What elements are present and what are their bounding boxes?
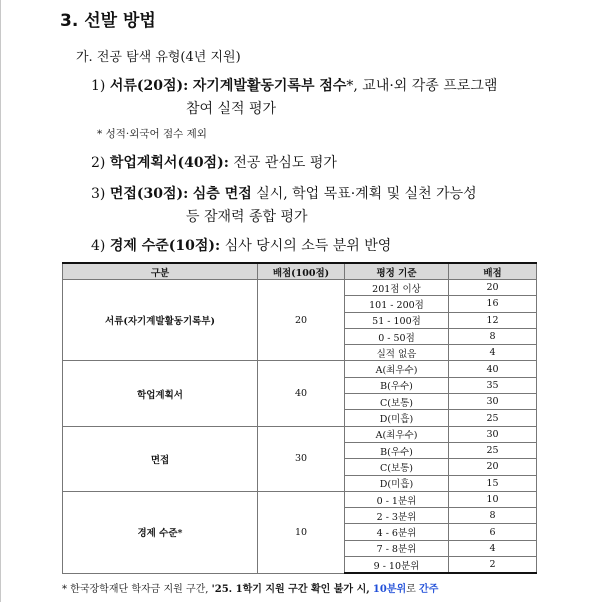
score-cell: 20 <box>449 280 537 296</box>
item-3-label: 면접(30점): <box>109 186 189 202</box>
table-row <box>63 426 537 442</box>
item-2-label: 학업계획서(40점): <box>109 155 229 171</box>
item-3-bold-text: 심층 면접 <box>192 186 252 202</box>
score-cell: 30 <box>449 394 537 410</box>
score-cell: 2 <box>449 557 537 574</box>
criteria-cell: D(미흡) <box>345 410 449 426</box>
criteria-cell: 0 - 1분위 <box>345 491 449 507</box>
score-cell: 25 <box>449 410 537 426</box>
item-2-text: 전공 관심도 평가 <box>233 155 337 171</box>
item-3-text: 실시, 학업 목표·계획 및 실천 가능성 <box>256 186 477 202</box>
header-points: 배점(100점) <box>258 263 345 280</box>
score-cell: 25 <box>449 442 537 458</box>
criteria-cell: 4 - 6분위 <box>345 524 449 540</box>
item-1-number: 1) <box>91 78 106 94</box>
criteria-cell: 101 - 200점 <box>345 296 449 312</box>
criteria-cell: 7 - 8분위 <box>345 540 449 556</box>
score-cell: 8 <box>449 328 537 344</box>
category-cell: 학업계획서 <box>63 361 258 426</box>
subsection-title: 가. 전공 탐색 유형(4년 지원) <box>76 50 241 65</box>
header-category: 구분 <box>63 263 258 280</box>
criteria-cell: C(보통) <box>345 459 449 475</box>
item-4 <box>91 235 391 255</box>
footnote-decile: 10분위 <box>372 584 407 595</box>
section-title: 3. 선발 방법 <box>60 11 156 31</box>
criteria-cell: A(최우수) <box>345 426 449 442</box>
criteria-cell: A(최우수) <box>345 361 449 377</box>
criteria-cell: B(우수) <box>345 377 449 393</box>
score-cell: 35 <box>449 377 537 393</box>
item-2-number: 2) <box>91 155 106 171</box>
table-row <box>63 491 537 507</box>
criteria-cell: C(보통) <box>345 394 449 410</box>
criteria-cell: 2 - 3분위 <box>345 508 449 524</box>
item-3 <box>91 183 477 203</box>
item-4-number: 4) <box>91 238 106 254</box>
score-cell: 30 <box>449 426 537 442</box>
criteria-cell: 9 - 10분위 <box>345 557 449 574</box>
item-1-continued: 참여 실적 평가 <box>186 101 277 117</box>
category-cell: 서류(자기계발활동기록부) <box>63 280 258 361</box>
score-cell: 8 <box>449 508 537 524</box>
footnote-regarded: 간주 <box>419 584 439 595</box>
item-3-continued: 등 잠재력 종합 평가 <box>186 209 308 225</box>
score-cell: 10 <box>449 491 537 507</box>
criteria-cell: 0 - 50점 <box>345 328 449 344</box>
points-cell: 20 <box>258 280 345 361</box>
page-left-border <box>0 0 1 602</box>
footnote-bold: '25. 1학기 지원 구간 확인 불가 시, <box>211 584 370 595</box>
score-cell: 12 <box>449 312 537 328</box>
item-4-label: 경제 수준(10점): <box>109 238 221 254</box>
item-1-text: *, 교내·외 각종 프로그램 <box>346 78 498 94</box>
score-cell: 40 <box>449 361 537 377</box>
points-cell: 30 <box>258 426 345 491</box>
footnote-mid: 로 <box>406 584 416 595</box>
item-1-note: * 성적·외국어 점수 제외 <box>97 128 207 140</box>
footnote <box>62 580 438 595</box>
item-1-label: 서류(20점): <box>109 78 189 94</box>
category-cell: 경제 수준* <box>63 491 258 573</box>
item-3-number: 3) <box>91 186 106 202</box>
category-cell: 면접 <box>63 426 258 491</box>
criteria-cell: 실적 없음 <box>345 345 449 361</box>
criteria-cell: B(우수) <box>345 442 449 458</box>
evaluation-table <box>62 262 537 574</box>
table-row <box>63 361 537 377</box>
table-header-row <box>63 263 537 280</box>
points-cell: 10 <box>258 491 345 573</box>
criteria-cell: 51 - 100점 <box>345 312 449 328</box>
score-cell: 4 <box>449 345 537 361</box>
score-cell: 20 <box>449 459 537 475</box>
criteria-cell: 201점 이상 <box>345 280 449 296</box>
score-cell: 15 <box>449 475 537 491</box>
header-criteria: 평정 기준 <box>345 263 449 280</box>
item-1 <box>91 75 497 95</box>
score-cell: 16 <box>449 296 537 312</box>
criteria-cell: D(미흡) <box>345 475 449 491</box>
footnote-prefix: * 한국장학재단 학자금 지원 구간, <box>62 584 209 595</box>
header-score: 배점 <box>449 263 537 280</box>
item-1-bold-text: 자기계발활동기록부 점수 <box>192 78 347 94</box>
item-2 <box>91 152 337 172</box>
points-cell: 40 <box>258 361 345 426</box>
item-4-text: 심사 당시의 소득 분위 반영 <box>224 238 392 254</box>
score-cell: 4 <box>449 540 537 556</box>
table-row <box>63 280 537 296</box>
score-cell: 6 <box>449 524 537 540</box>
